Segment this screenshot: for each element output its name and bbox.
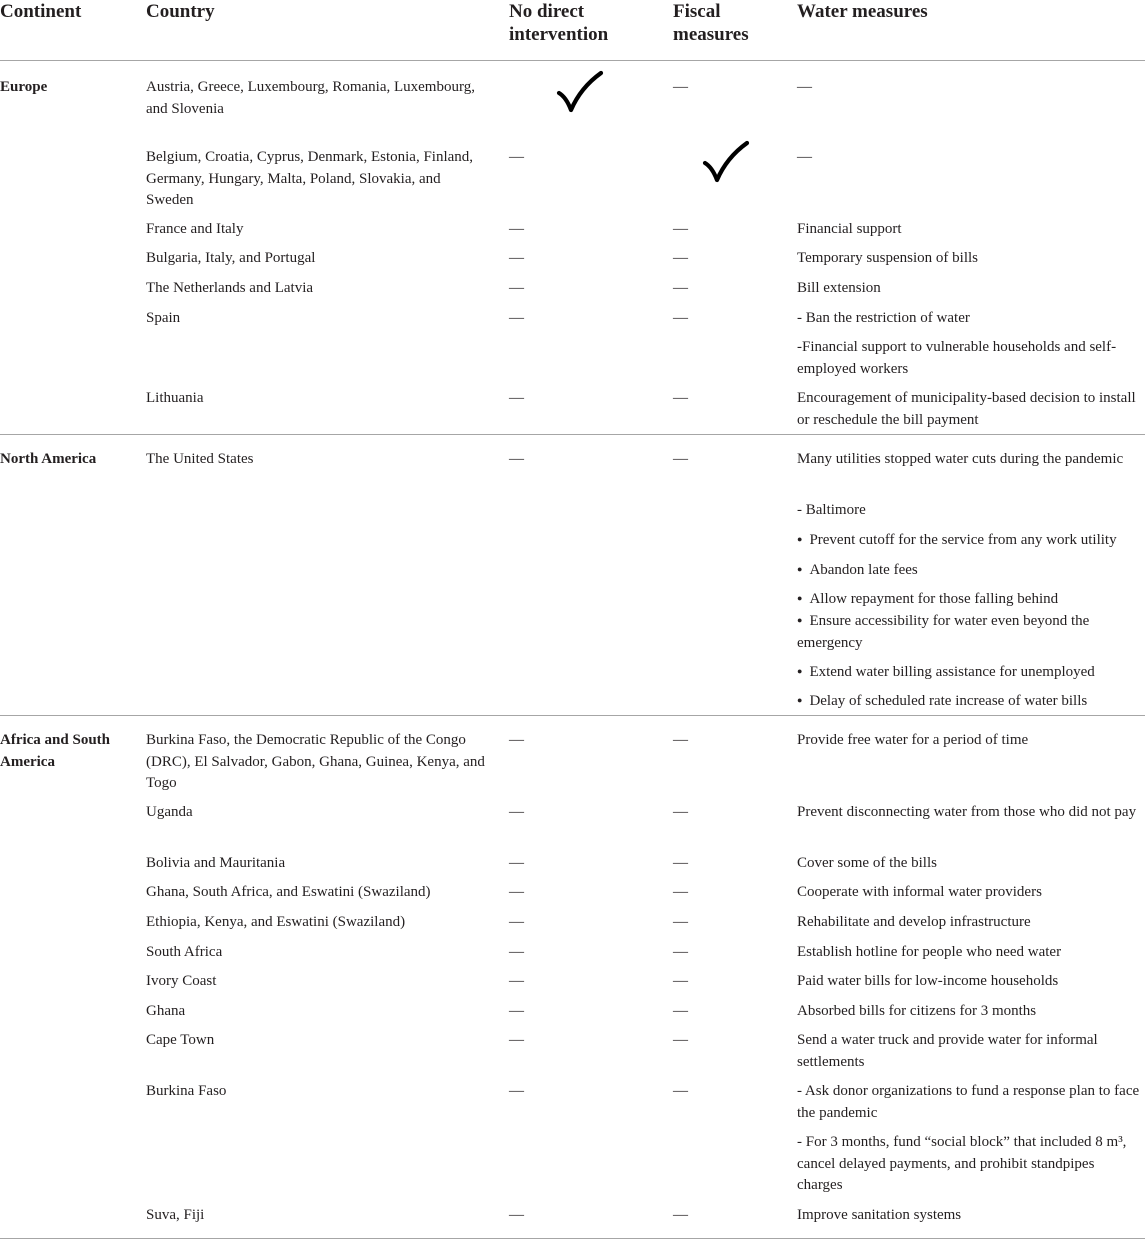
no-direct-dash: — xyxy=(509,390,524,406)
no-direct-dash: — xyxy=(509,973,524,989)
header-continent: Continent xyxy=(0,1,82,22)
water-measure: Improve sanitation systems xyxy=(797,1207,962,1223)
water-dash: — xyxy=(797,149,812,165)
no-direct-dash: — xyxy=(509,250,524,266)
header-water-measures: Water measures xyxy=(797,1,928,22)
section-divider xyxy=(0,715,1145,716)
list-item: ● Allow repayment for those falling behind xyxy=(797,588,1142,611)
no-direct-dash: — xyxy=(509,884,524,900)
country-cell: Burkina Faso, the Democratic Republic of the Congo (DRC), El Salvador, Gabon, Ghana, Guinea, Kenya, and Togo xyxy=(146,732,485,791)
water-measure: Cover some of the bills xyxy=(797,855,937,871)
fiscal-dash: — xyxy=(673,855,688,871)
country-cell: Ghana xyxy=(146,1003,186,1019)
checkmark-icon xyxy=(556,70,604,114)
fiscal-dash: — xyxy=(673,221,688,237)
water-measure: - Ban the restriction of water xyxy=(797,310,970,326)
water-measure: Bill extension xyxy=(797,280,881,296)
country-cell: Suva, Fiji xyxy=(146,1207,205,1223)
water-measure: -Financial support to vulnerable households and self-employed workers xyxy=(797,339,1117,377)
country-cell: The Netherlands and Latvia xyxy=(146,280,314,296)
fiscal-dash: — xyxy=(673,390,688,406)
country-cell: South Africa xyxy=(146,944,223,960)
fiscal-dash: — xyxy=(673,250,688,266)
country-cell: The United States xyxy=(146,451,254,467)
fiscal-dash: — xyxy=(673,451,688,467)
table-bottom-rule xyxy=(0,1238,1145,1239)
no-direct-dash: — xyxy=(509,149,524,165)
continent-north-america: North America xyxy=(0,451,97,467)
no-direct-dash: — xyxy=(509,732,524,748)
country-cell: Austria, Greece, Luxembourg, Romania, Luxembourg, and Slovenia xyxy=(146,79,475,117)
continent-africa-south-america: Africa and South America xyxy=(0,732,111,770)
no-direct-dash: — xyxy=(509,451,524,467)
header-divider xyxy=(0,60,1145,61)
no-direct-dash: — xyxy=(509,944,524,960)
no-direct-dash: — xyxy=(509,914,524,930)
fiscal-dash: — xyxy=(673,1003,688,1019)
no-direct-dash: — xyxy=(509,280,524,296)
continent-europe: Europe xyxy=(0,79,48,95)
country-cell: Lithuania xyxy=(146,390,204,406)
country-cell: Bolivia and Mauritania xyxy=(146,855,286,871)
list-item: ● Prevent cutoff for the service from any work utility xyxy=(797,529,1145,552)
fiscal-dash: — xyxy=(673,914,688,930)
no-direct-dash: — xyxy=(509,310,524,326)
list-item: ● Extend water billing assistance for unemployed xyxy=(797,661,1142,684)
water-measure: Provide free water for a period of time xyxy=(797,732,1029,748)
checkmark-icon xyxy=(702,140,750,184)
water-measure: Financial support xyxy=(797,221,902,237)
list-item: ● Delay of scheduled rate increase of water bills xyxy=(797,690,1142,713)
fiscal-dash: — xyxy=(673,1207,688,1223)
country-cell: Ethiopia, Kenya, and Eswatini (Swaziland) xyxy=(146,914,406,930)
fiscal-dash: — xyxy=(673,732,688,748)
country-cell: Belgium, Croatia, Cyprus, Denmark, Estonia, Finland, Germany, Hungary, Malta, Poland, Slovakia, and Sweden xyxy=(146,149,474,208)
list-item: ● Ensure accessibility for water even beyond the emergency xyxy=(797,610,1142,654)
fiscal-dash: — xyxy=(673,973,688,989)
fiscal-dash: — xyxy=(673,804,688,820)
country-cell: Bulgaria, Italy, and Portugal xyxy=(146,250,316,266)
country-cell: France and Italy xyxy=(146,221,244,237)
country-cell: Ghana, South Africa, and Eswatini (Swaziland) xyxy=(146,884,431,900)
country-cell: Uganda xyxy=(146,804,193,820)
no-direct-dash: — xyxy=(509,1207,524,1223)
header-no-direct-intervention: No direct intervention xyxy=(509,1,609,45)
water-measure: Establish hotline for people who need water xyxy=(797,944,1062,960)
water-measure: Send a water truck and provide water for informal settlements xyxy=(797,1032,1098,1070)
water-measure: Absorbed bills for citizens for 3 months xyxy=(797,1003,1037,1019)
water-measure: - Ask donor organizations to fund a response plan to face the pandemic xyxy=(797,1083,1140,1121)
no-direct-dash: — xyxy=(509,855,524,871)
list-item: ● Abandon late fees xyxy=(797,559,1142,582)
no-direct-dash: — xyxy=(509,1032,524,1048)
fiscal-dash: — xyxy=(673,1083,688,1099)
water-dash: — xyxy=(797,79,812,95)
water-measure: - For 3 months, fund “social block” that included 8 m³, cancel delayed payments, and prohibit standpipes charges xyxy=(797,1134,1127,1193)
no-direct-dash: — xyxy=(509,1083,524,1099)
fiscal-dash: — xyxy=(673,79,688,95)
water-measure: Paid water bills for low-income households xyxy=(797,973,1059,989)
country-cell: Ivory Coast xyxy=(146,973,217,989)
header-fiscal-measures: Fiscal measures xyxy=(673,1,749,45)
fiscal-dash: — xyxy=(673,884,688,900)
no-direct-dash: — xyxy=(509,804,524,820)
section-divider xyxy=(0,434,1145,435)
water-measure: Rehabilitate and develop infrastructure xyxy=(797,914,1031,930)
water-measure-city: - Baltimore xyxy=(797,502,866,518)
country-cell: Spain xyxy=(146,310,181,326)
fiscal-dash: — xyxy=(673,310,688,326)
water-measure: Temporary suspension of bills xyxy=(797,250,979,266)
header-country: Country xyxy=(146,1,215,22)
no-direct-dash: — xyxy=(509,221,524,237)
water-measure: Prevent disconnecting water from those who did not pay xyxy=(797,804,1137,820)
no-direct-dash: — xyxy=(509,1003,524,1019)
fiscal-dash: — xyxy=(673,1032,688,1048)
water-measure: Cooperate with informal water providers xyxy=(797,884,1042,900)
country-cell: Cape Town xyxy=(146,1032,215,1048)
water-measure: Many utilities stopped water cuts during the pandemic xyxy=(797,451,1124,467)
fiscal-dash: — xyxy=(673,280,688,296)
country-cell: Burkina Faso xyxy=(146,1083,227,1099)
fiscal-dash: — xyxy=(673,944,688,960)
water-measure: Encouragement of municipality-based decision to install or reschedule the bill payment xyxy=(797,390,1136,428)
